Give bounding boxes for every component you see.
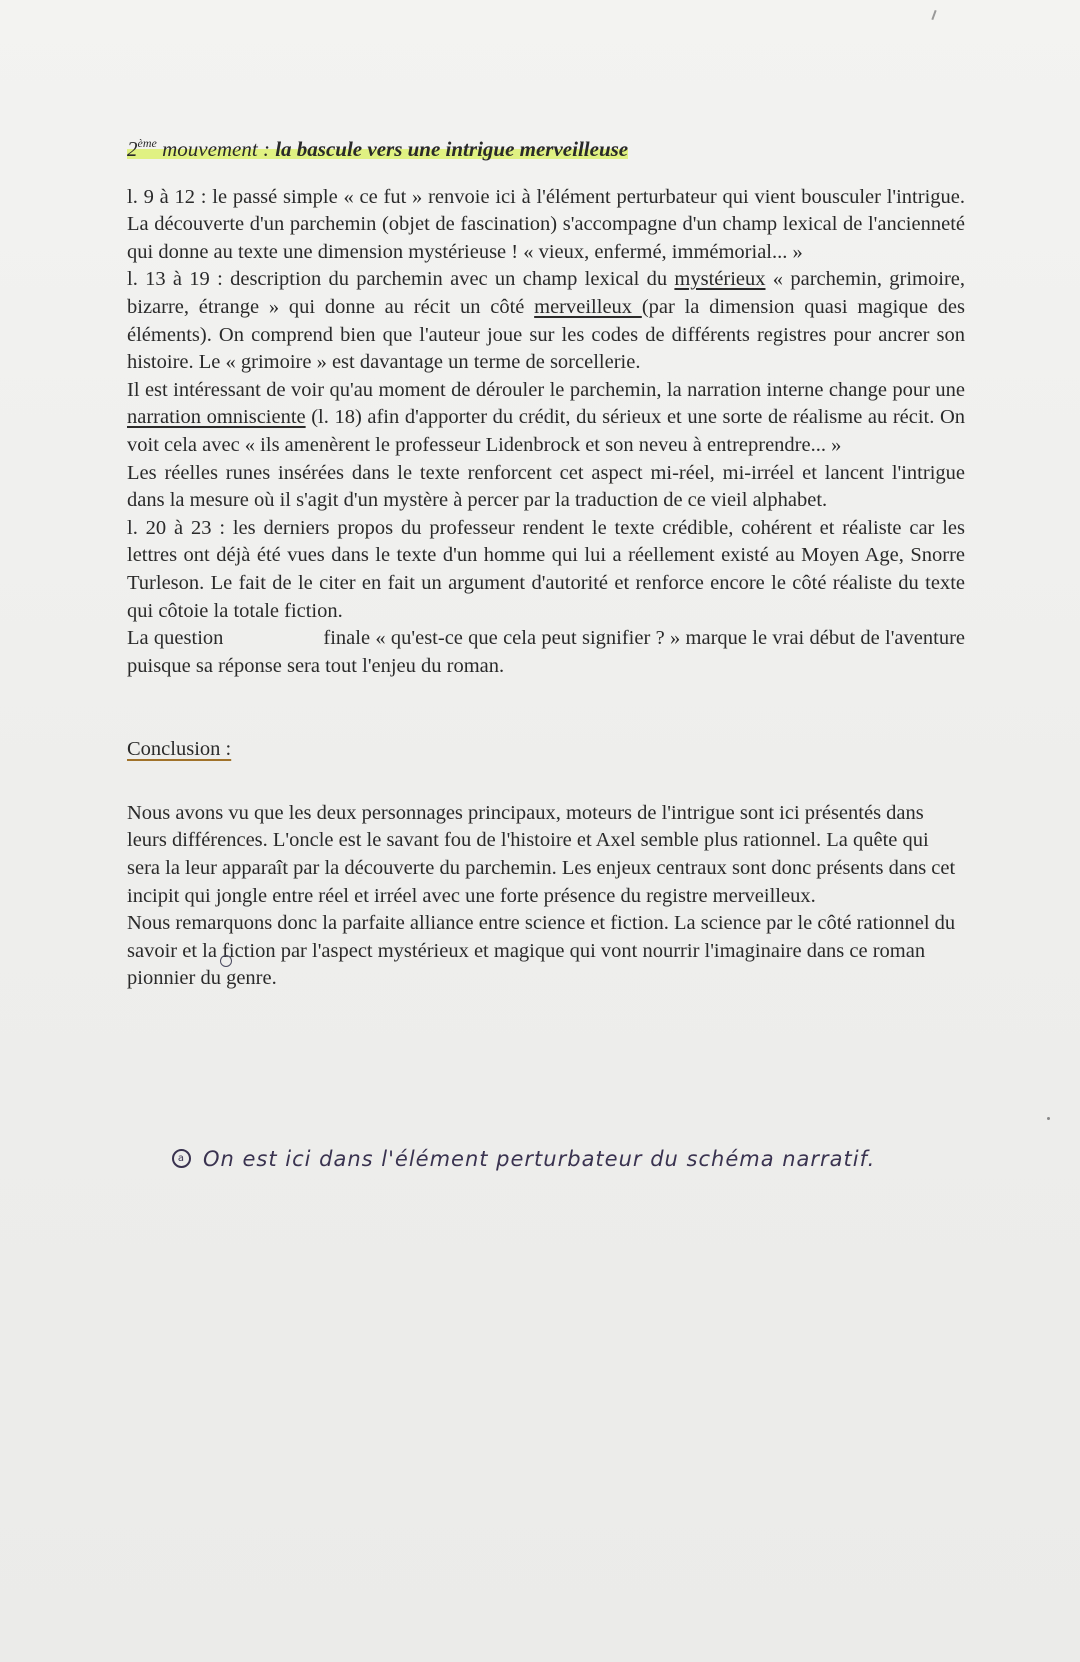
title-colon: :: [257, 137, 276, 161]
section-title: [127, 130, 965, 164]
conclusion-heading: Conclusion :: [127, 738, 232, 761]
circle-mark: [220, 955, 232, 967]
conclusion-paragraph: Nous remarquons donc la parfaite alliance entre science et fiction. La science par le côté rationnel du savoir et la fiction par l'aspect mystérieux et magique qui vont nourrir l'imaginaire dans ce roman pionnier du genre.: [127, 912, 956, 990]
underlined-term: merveilleux: [534, 295, 642, 318]
title-sup: ème: [137, 136, 157, 150]
paragraph-text: finale « qu'est-ce que cela peut signifier ? » marque le vrai début de l'aventure puisque sa réponse sera tout l'enjeu du roman.: [127, 627, 965, 677]
paragraph-text: l. 9 à 12 : le passé simple « ce fut » renvoie ici à l'élément perturbateur qui vient bousculer l'intrigue. La découverte d'un parchemin (objet de fascination) s'accompagne d'un champ lexical de l'ancienneté qui donne au texte une dimension mystérieuse ! « vieux, enfermé, immémorial... »: [127, 185, 965, 263]
title-subject: la bascule vers une intrigue merveilleuse: [275, 137, 629, 161]
paragraph-text: (par la dimension quasi magique des éléments). On comprend bien que l'auteur joue sur les codes de différents registres pour ancrer son histoire. Le « grimoire » est davantage un terme de sorcellerie.: [127, 295, 966, 374]
conclusion-section: [127, 680, 965, 993]
title-highlight: [127, 137, 628, 161]
note-marker: a: [172, 1149, 191, 1168]
underlined-term: mystérieux: [674, 268, 766, 291]
paragraph-question: [127, 625, 965, 680]
underlined-term: narration omnisciente: [127, 406, 306, 429]
paragraph-text: La question: [127, 627, 224, 650]
paragraph-text: « parchemin, grimoire, bizarre, étrange » qui donne au récit un côté: [127, 268, 965, 318]
pen-mark: [931, 10, 936, 20]
title-word: mouvement: [162, 137, 258, 161]
document-body: [127, 130, 965, 993]
paragraph-text: Les réelles runes insérées dans le texte renforcent cet aspect mi-réel, mi-irréel et lancent l'intrigue dans la mesure où il s'agit d'un mystère à percer par la traduction de ce vieil alphabet.: [127, 461, 965, 512]
speck: [1047, 1117, 1050, 1120]
conclusion-paragraph: Nous avons vu que les deux personnages principaux, moteurs de l'intrigue sont ici présentés dans leurs différences. L'oncle est le savant fou de l'histoire et Axel semble plus rationnel. La quête qui sera la leur apparaît par la découverte du parchemin. Les enjeux centraux sont donc présents dans cet incipit qui jongle entre réel et irréel avec une forte présence du registre merveilleux.: [127, 801, 956, 907]
paragraph-text: l. 13 à 19 : description du parchemin avec un champ lexical du: [127, 268, 675, 291]
title-ordinal: 2: [127, 137, 138, 161]
paragraph-l20-23: [127, 515, 965, 625]
paragraph-text: Il est intéressant de voir qu'au moment de dérouler le parchemin, la narration interne change pour une: [127, 378, 965, 401]
note-text: On est ici dans l'élément perturbateur du schéma narratif.: [203, 1147, 876, 1171]
paragraph-text: (l. 18) afin d'apporter du crédit, du sérieux et une sorte de réalisme au récit. On voit cela avec « ils amenèrent le professeur Lidenbrock et son neveu à entreprendre... »: [127, 406, 965, 456]
handwritten-note: [172, 1147, 1002, 1171]
paragraph-text: l. 20 à 23 : les derniers propos du professeur rendent le texte crédible, cohérent et réaliste car les lettres ont déjà été vues dans le texte d'un homme qui lui a réellement existé au Moyen Age, Snorre Turleson. Le fait de le citer en fait un argument d'autorité et renforce encore le côté réaliste du texte qui côtoie la totale fiction.: [127, 516, 965, 622]
paragraph-l9-12: [127, 184, 965, 267]
paragraph-l13-19: [127, 266, 965, 376]
paragraph-narration: [127, 377, 965, 460]
paragraph-runes: [127, 460, 965, 515]
